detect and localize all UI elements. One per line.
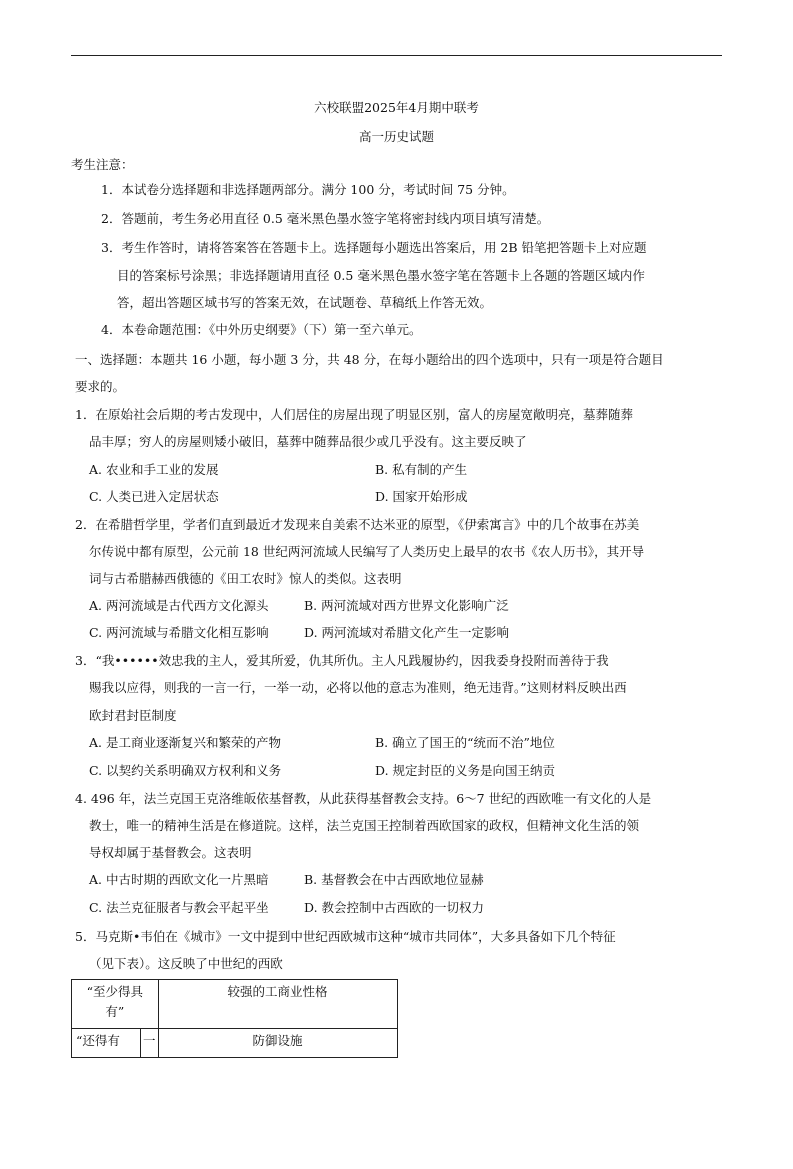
question-4-stem-cont: 教士，唯一的精神生活是在修道院。这样，法兰克国王控制着西欧国家的政权，但精神文化生活的领	[89, 818, 640, 833]
notice-item: 2．答题前，考生务必用直径 0.5 毫米黑色墨水签字笔将密封线内项目填写清楚。	[101, 211, 550, 226]
question-3-option-b: B. 确立了国王的“统而不治”地位	[375, 735, 555, 750]
question-2-option-b: B. 两河流域对西方世界文化影响广泛	[304, 598, 509, 613]
notice-item-cont: 答，超出答题区域书写的答案无效，在试题卷、草稿纸上作答无效。	[117, 295, 493, 310]
question-4-stem-cont: 导权却属于基督教会。这表明	[89, 845, 252, 860]
question-1-option-b: B. 私有制的产生	[375, 462, 468, 477]
question-4-stem: 4. 496 年，法兰克国王克洛维皈依基督教，从此获得基督教会支持。6～7 世纪的西欧唯一有文化的人是	[75, 791, 652, 806]
question-4-option-a: A. 中古时期的西欧文化一片黑暗	[89, 872, 269, 887]
question-3-option-a: A. 是工商业逐渐复兴和繁荣的产物	[89, 735, 281, 750]
notice-item: 4．本卷命题范围：《中外历史纲要》（下）第一至六单元。	[101, 322, 422, 337]
exam-title: 六校联盟2025年4月期中联考	[314, 100, 479, 115]
table-cell-label: “还得有	[72, 1029, 141, 1058]
question-2-option-d: D. 两河流域对希腊文化产生一定影响	[304, 625, 510, 640]
question-4-option-b: B. 基督教会在中古西欧地位显赫	[304, 872, 484, 887]
question-2-stem-cont: 词与古希腊赫西俄德的《田工农时》惊人的类似。这表明	[89, 571, 402, 586]
header-rule	[71, 55, 722, 56]
notice-item-cont: 目的答案标号涂黑；非选择题请用直径 0.5 毫米黑色墨水签字笔在答题卡上各题的答题区域内作	[117, 268, 645, 283]
section-heading-cont: 要求的。	[75, 379, 126, 394]
notice-item: 1．本试卷分选择题和非选择题两部分。满分 100 分，考试时间 75 分钟。	[101, 182, 515, 197]
subject-title: 高一历史试题	[358, 129, 434, 144]
question-3-option-d: D. 规定封臣的义务是向国王纳贡	[375, 763, 556, 778]
question-2-option-c: C. 两河流域与希腊文化相互影响	[89, 625, 269, 640]
question-1-option-a: A. 农业和手工业的发展	[89, 462, 219, 477]
notice-item: 3．考生作答时，请将答案答在答题卡上。选择题每小题选出答案后，用 2B 铅笔把答题卡上对应题	[101, 240, 647, 255]
table-label-line: “至少得具	[86, 984, 143, 999]
question-3-option-c: C. 以契约关系明确双方权利和义务	[89, 763, 282, 778]
table-row	[72, 980, 398, 1029]
question-1-stem: 1．在原始社会后期的考古发现中，人们居住的房屋出现了明显区别，富人的房屋宽敞明亮，墓葬随葬	[75, 407, 633, 422]
table-label-line: 有”	[105, 1004, 125, 1019]
question-1-option-d: D. 国家开始形成	[375, 489, 468, 504]
question-5-stem-cont: （见下表）。这反映了中世纪的西欧	[89, 956, 283, 971]
question-5-stem: 5．马克斯•韦伯在《城市》一文中提到中世纪西欧城市这种“城市共同体”，大多具备如下几个特征	[75, 929, 616, 944]
table-cell-value: 较强的工商业性格	[158, 980, 397, 1029]
question-5-table	[71, 979, 398, 1058]
question-1-stem-cont: 品丰厚；穷人的房屋则矮小破旧，墓葬中随葬品很少或几乎没有。这主要反映了	[89, 434, 527, 449]
question-2-stem: 2．在希腊哲学里，学者们直到最近才发现来自美索不达米亚的原型，《伊索寓言》中的几个故事在苏美	[75, 517, 640, 532]
table-cell-value: 防御设施	[158, 1029, 397, 1058]
notice-heading: 考生注意：	[71, 157, 134, 172]
table-cell-index: 一	[141, 1029, 159, 1058]
section-heading: 一、选择题：本题共 16 小题，每小题 3 分，共 48 分，在每小题给出的四个选项中，只有一项是符合题目	[75, 352, 664, 367]
question-3-stem-cont: 欧封君封臣制度	[89, 708, 177, 723]
question-1-option-c: C. 人类已进入定居状态	[89, 489, 219, 504]
question-2-option-a: A. 两河流域是古代西方文化源头	[89, 598, 269, 613]
question-2-stem-cont: 尔传说中都有原型，公元前 18 世纪两河流域人民编写了人类历史上最早的农书《农人历书》，其开导	[89, 544, 645, 559]
question-3-stem-cont: 赐我以应得，则我的一言一行，一举一动，必将以他的意志为准则，绝无违背。”这则材料反映出西	[89, 680, 627, 695]
table-cell-label	[72, 980, 159, 1029]
question-3-stem: 3．“我••••••效忠我的主人，爱其所爱，仇其所仇。主人凡践履协约，因我委身投附而善待于我	[75, 653, 609, 668]
question-4-option-c: C. 法兰克征服者与教会平起平坐	[89, 900, 269, 915]
table-row	[72, 1029, 398, 1058]
question-4-option-d: D. 教会控制中古西欧的一切权力	[304, 900, 485, 915]
